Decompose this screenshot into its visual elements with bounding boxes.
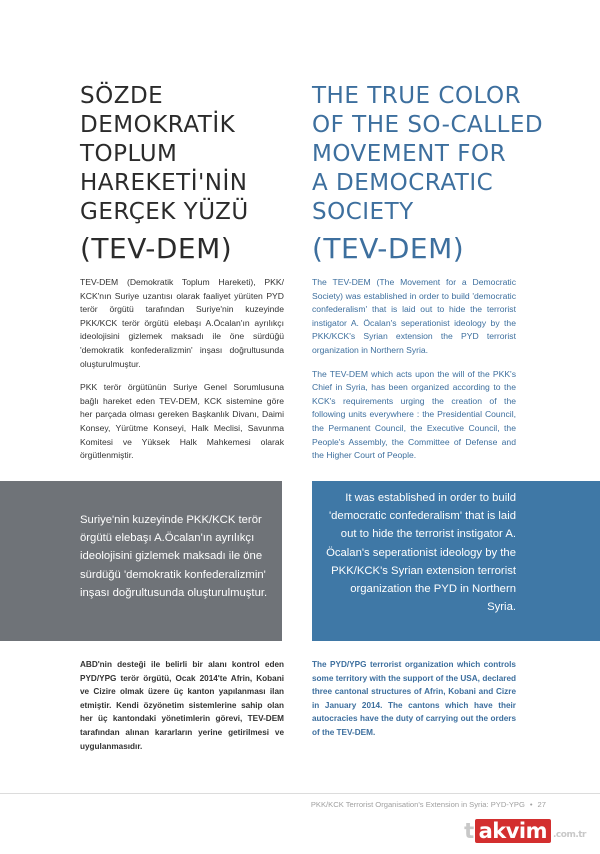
turkish-paragraph: PKK terör örgütünün Suriye Genel Sorumlusuna bağlı hareket eden TEV-DEM, KCK sistemine göre her parçada olması gereken Başkanlık Divanı, Daimi Konsey, Yürütme Konseyi, Halk Meclisi, Savunma Komitesi ve Yüksek Halk Mahkemesi olarak örgütlenmiştir.: [80, 382, 284, 461]
english-paragraph: The TEV-DEM (The Movement for a Democratic Society) was established in order to build 'democratic confederalism' that is laid out to hide the terrorist instigator A. Öcalan's seperationist ideology by the PKK/KCK's Syrian extension the PYD terrorist organization in Northern Syria.: [312, 277, 516, 355]
turkish-title-line: SÖZDE: [80, 83, 164, 109]
turkish-title-acronym: (TEV-DEM): [80, 232, 233, 265]
turkish-title-line: GERÇEK YÜZÜ: [80, 199, 249, 225]
turkish-pull-quote: Suriye'nin kuzeyinde PKK/KCK terör örgütü elebaşı A.Öcalan'ın ayrılıkçı ideolojisini gizlemek maksadı ile öne sürdüğü 'demokratik konfederalizmin' inşası doğrultusunda oluşturulmuştur.: [80, 514, 268, 599]
page-number: 27: [537, 800, 546, 809]
watermark-part-akvim: akvim: [475, 819, 551, 843]
turkish-title-line: TOPLUM: [80, 141, 178, 167]
english-title-line: SOCIETY: [312, 199, 414, 225]
turkish-body: [80, 276, 284, 473]
english-title-line: A DEMOCRATIC: [312, 170, 494, 196]
turkish-title-line: DEMOKRATİK: [80, 112, 236, 138]
english-title-line: THE TRUE COLOR: [312, 83, 522, 109]
takvim-watermark: [464, 818, 586, 844]
english-quote-box: [312, 481, 600, 641]
watermark-domain: .com.tr: [553, 830, 586, 840]
footer-divider: [0, 793, 600, 794]
watermark-part-t: t: [464, 819, 474, 843]
english-title-line: OF THE SO-CALLED: [312, 112, 544, 138]
turkish-quote-box: [0, 481, 282, 641]
page-footer: [311, 800, 546, 809]
turkish-title-line: HAREKETİ'NİN: [80, 170, 248, 196]
english-paragraph: The TEV-DEM which acts upon the will of the PKK's Chief in Syria, has been organized according to the KCK's requirements urging the creation of the following units everywhere : the Presidential Council, the Permanent Council, the Executive Council, the People's Assembly, the Committee of Defense and the Higher Court of People.: [312, 368, 516, 461]
english-pull-quote: It was established in order to build 'democratic confederalism' that is laid out to hide the terrorist instigator A. Öcalan's seperationist ideology by the PKK/KCK's Syrian extension terrorist organization the PYD in Northern Syria.: [326, 492, 516, 614]
english-title: [312, 82, 552, 269]
turkish-title: [80, 82, 290, 269]
turkish-bold-summary: ABD'nin desteği ile belirli bir alanı kontrol eden PYD/YPG terör örgütü, Ocak 2014'te Afrin, Kobani ve Cizire olmak üzere üç kanton yapılanması ilan etmiştir. Kendi özyönetim sistemlerine sahip olan her üç kantondaki yönetimlerin görevi, TEV-DEM tarafından alınan kararların yerine getirilmesi ve uygulanmasıdır.: [80, 660, 284, 751]
footer-text: PKK/KCK Terrorist Organisation's Extension in Syria: PYD-YPG: [310, 800, 525, 809]
footer-separator: •: [529, 800, 533, 809]
english-title-line: MOVEMENT FOR: [312, 141, 507, 167]
turkish-paragraph: TEV-DEM (Demokratik Toplum Hareketi), PKK/ KCK'nın Suriye uzantısı olarak faaliyet yürüten PYD terör örgütü tarafından Suriye'nin kuzeyinde PKK/KCK terör örgütü elebaşı A.Öcalan'ın ayrılıkçı ideolojisini gizlemek maksadı ile öne sürdüğü 'demokratik konfederalizmin' inşası doğrultusunda oluşturulmuştur.: [80, 277, 284, 369]
english-title-acronym: (TEV-DEM): [312, 232, 465, 265]
english-body: [312, 276, 516, 473]
english-bold-summary: The PYD/YPG terrorist organization which controls some territory with the support of the USA, declared three cantonal structures of Afrin, Kobani and Cizre in January 2014. The cantons which have their autocracies have the duty of carrying out the orders of the TEV-DEM.: [312, 660, 516, 737]
